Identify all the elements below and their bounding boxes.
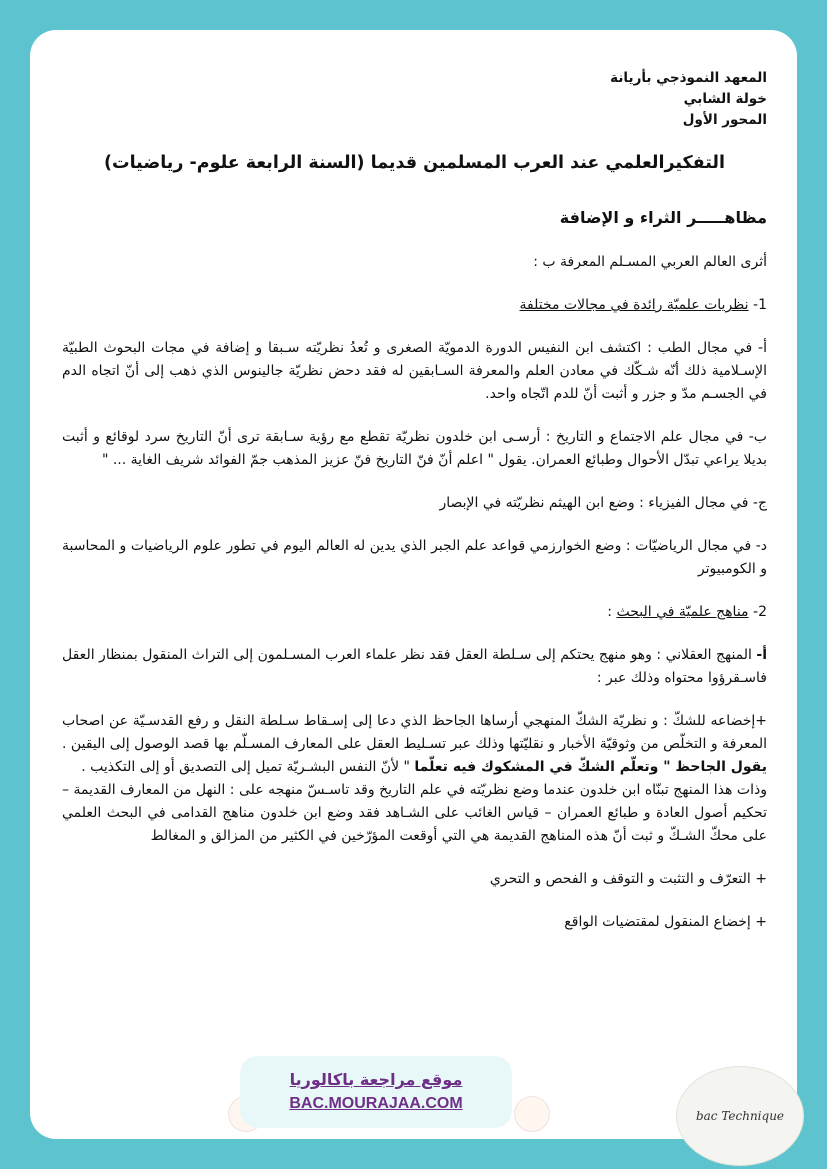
footer-site-url[interactable]: BAC.MOURAJAA.COM	[289, 1095, 463, 1112]
part1-number: 1-	[753, 297, 767, 313]
rational-method-paragraph	[62, 644, 767, 690]
doubt-end: " لأنّ النفس البشـريّة تميل إلى التصديق أو إلى التكذيب .	[81, 759, 415, 775]
brand-name: bac Technique	[695, 1109, 785, 1123]
bullet-reality: + إخضاع المنقول لمقتضيات الواقع	[564, 914, 767, 930]
doubt-paragraph	[62, 710, 767, 779]
part1-item-math: د- في مجال الرياضيّات : وضع الخوارزمي قواعد علم الجبر الذي يدين له العالم اليوم في تطور علوم الرياضيات و المحاسبة و الكومبيوتر	[62, 538, 767, 577]
institute-name: المعهد النموذجي بأريانة	[610, 70, 767, 86]
document-body	[62, 68, 767, 934]
brand-stamp	[676, 1066, 804, 1166]
footer-site-badge[interactable]	[240, 1056, 512, 1128]
part2-number: 2-	[753, 604, 767, 620]
footer-site-name-ar[interactable]: موقع مراجعة باكالوريا	[289, 1070, 463, 1089]
intro-line: أثرى العالم العربي المسـلم المعرفة ب :	[533, 254, 767, 270]
part2-suffix: :	[607, 604, 617, 620]
axis-label: المحور الأول	[682, 112, 767, 128]
part2-heading	[62, 601, 767, 624]
part1-item-history: ب- في مجال علم الاجتماع و التاريخ : أرسـى ابن خلدون نظريّة تقطع مع رؤية سـابقة ترى أنّ التاريخ سرد لوقائع و أثبت بديلا يراعي تبدّل الأحوال وطبائع العمران. يقول " اعلم أنّ فنّ التاريخ فنّ عزيز المذهب جمّ الفوائد شريف الغاية ... "	[62, 429, 767, 468]
khaldun-paragraph: وذات هذا المنهج تبنّاه ابن خلدون عندما وضع نظريّته في علم التاريخ وقد تاسـسّ منهجه على : النهل من المعارف القديمة – تحكيم أصول العادة و طبائع العمران – قياس الغائب على الشـاهد فقد وضع ابن خلدون مناهج القدامى في البحث العلمي على محكّ الشـكّ و ثبت أنّ هذه المناهج القديمة هي التي أوقعت المؤرّخين في الكثير من المزالق و المغالط	[62, 782, 767, 844]
part1-item-medicine: أ- في مجال الطب : اكتشف ابن النفيس الدورة الدمويّة الصغرى و تُعدُ نظريّته سـبقا و إضافة في مجات البحوث الطبيّة الإسـلامية ذلك أنّه شـكّك في معادن العلم والمعرفة السـابقين له فقد دحض نظريّة جالينوس الذي ذهب إلى أنّ اتجاه الدم في الجسـم مدّ و جزر و أثبت أنّ للدم اتّجاه واحد.	[62, 340, 767, 402]
jahiz-quote: يقول الجاحظ " وتعلّم الشكّ في المشكوك فيه تعلّما	[414, 759, 767, 775]
bullet-verification: + التعرّف و التثبت و التوقف و الفحص و التحري	[489, 871, 767, 887]
document-page	[30, 30, 797, 1139]
rational-method-text: المنهج العقلاني : وهو منهج يحتكم إلى سـلطة العقل فقد نظر علماء العرب المسـلمون إلى التراث المنقول بمنظار العقل فاسـقرؤوا محتواه وذلك عبر :	[62, 647, 767, 686]
part1-heading	[62, 294, 767, 317]
document-title: التفكيرالعلمي عند العرب المسلمين قديما (السنة الرابعة علوم- رياضيات)	[104, 153, 725, 173]
part1-item-physics: ج- في مجال الفيزياء : وضع ابن الهيثم نظريّته في الإبصار	[439, 495, 767, 511]
teacher-name: خولة الشابي	[683, 91, 767, 107]
section-heading: مظاهـــــر الثراء و الإضافة	[559, 208, 767, 227]
part2-title: مناهج علميّة في البحث	[616, 604, 749, 620]
doubt-text: +إخضاعه للشكّ : و نظريّة الشكّ المنهجي أرساها الجاحظ الذي دعا إلى إسـقاط سـلطة النقل و رفع القدسـيّة عن اصحاب المعرفة و التخلّص من وثوقيّة الأخبار و نقليّتها وذلك عبر تسـليط العقل على المعارف المسـلّم بها قصد الوصول إلى اليقين .	[62, 713, 767, 752]
part1-title: نظريات علميّة رائدة في مجالات مختلفة	[519, 297, 749, 313]
rational-method-label: أ-	[756, 647, 767, 663]
site-logo-icon	[514, 1096, 550, 1132]
